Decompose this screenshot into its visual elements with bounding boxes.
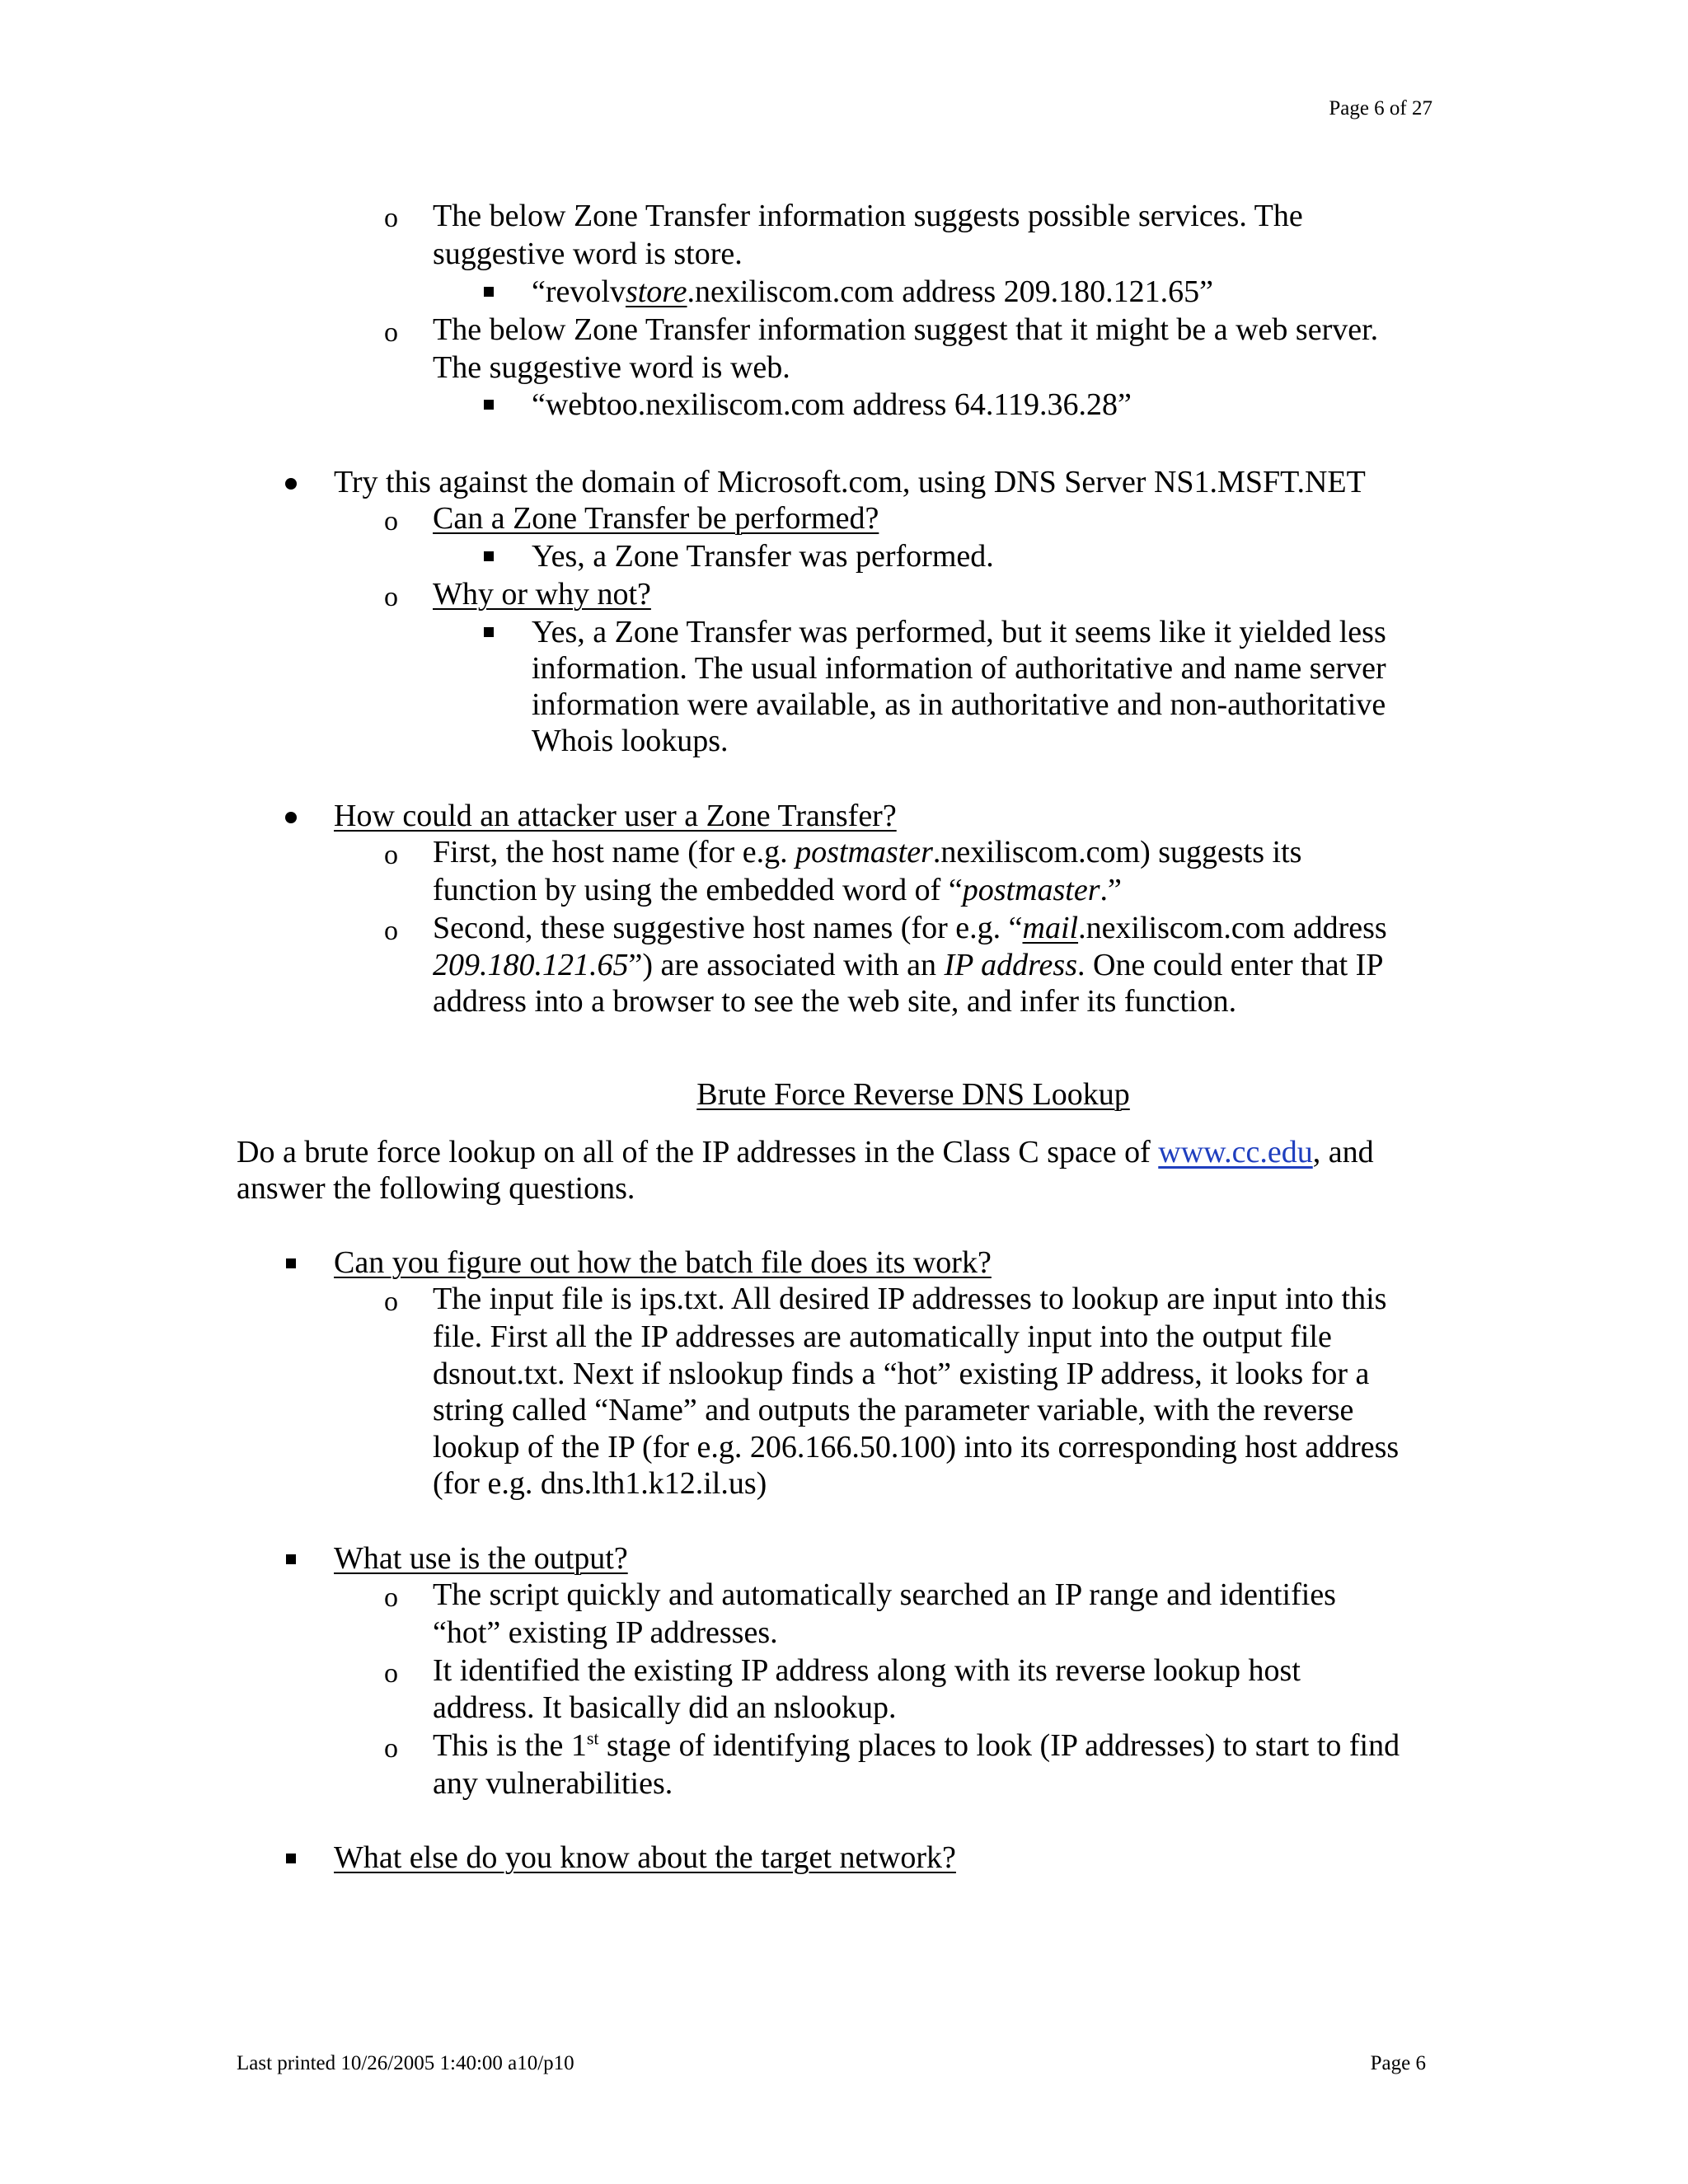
page-heading: Brute Force Reverse DNS Lookup	[696, 1077, 1130, 1112]
answer-line: The script quickly and automatically searched an IP range and identifies	[433, 1577, 1336, 1612]
question: Why or why not?	[433, 577, 651, 612]
square-bullet	[484, 551, 494, 565]
quote-line: “revolvstore.nexiliscom.com address 209.180.121.65”	[532, 274, 1214, 309]
answer-line: lookup of the IP (for e.g. 206.166.50.100) into its corresponding host address	[433, 1430, 1400, 1465]
circle-bullet: o	[384, 1733, 398, 1764]
answer-line: dsnout.txt. Next if nslookup finds a “hot” existing IP address, it looks for a	[433, 1357, 1370, 1391]
disc-bullet	[285, 812, 297, 827]
section-title: How could an attacker user a Zone Transfer?	[334, 799, 897, 833]
paragraph-line: First, the host name (for e.g. postmaster.nexiliscom.com) suggests its	[433, 835, 1302, 869]
question: What use is the output?	[334, 1541, 628, 1576]
answer-line: address. It basically did an nslookup.	[433, 1690, 897, 1725]
answer-line: (for e.g. dns.lth1.k12.il.us)	[433, 1466, 767, 1501]
question: Can you figure out how the batch file does its work?	[334, 1245, 992, 1280]
answer-line: It identified the existing IP address along with its reverse lookup host	[433, 1653, 1301, 1688]
square-bullet	[286, 1853, 296, 1868]
paragraph-line: address into a browser to see the web site, and infer its function.	[433, 984, 1237, 1019]
paragraph-line: The suggestive word is web.	[433, 350, 790, 385]
circle-bullet: o	[384, 916, 398, 946]
question: What else do you know about the target network?	[334, 1840, 956, 1875]
circle-bullet: o	[384, 203, 398, 233]
square-bullet	[484, 286, 494, 301]
question: Can a Zone Transfer be performed?	[433, 501, 879, 536]
square-bullet	[484, 399, 494, 414]
paragraph-line: Second, these suggestive host names (for e.g. “mail.nexiliscom.com address	[433, 911, 1387, 945]
answer-line: Whois lookups.	[532, 724, 729, 758]
circle-bullet: o	[384, 506, 398, 537]
disc-bullet	[285, 478, 297, 494]
answer-line: file. First all the IP addresses are automatically input into the output file	[433, 1319, 1332, 1354]
section-title: Try this against the domain of Microsoft.com, using DNS Server NS1.MSFT.NET	[334, 465, 1366, 499]
circle-bullet: o	[384, 317, 398, 348]
circle-bullet: o	[384, 1582, 398, 1613]
paragraph-line: suggestive word is store.	[433, 237, 743, 271]
circle-bullet: o	[384, 1658, 398, 1689]
answer: Yes, a Zone Transfer was performed.	[532, 539, 994, 574]
page-counter: Page 6 of 27	[1329, 97, 1432, 120]
circle-bullet: o	[384, 1286, 398, 1317]
answer-line: information were available, as in authoritative and non-authoritative	[532, 687, 1386, 722]
answer-line: This is the 1st stage of identifying places to look (IP addresses) to start to find	[433, 1727, 1400, 1763]
square-bullet	[484, 626, 494, 641]
paragraph-line: The below Zone Transfer information suggests possible services. The	[433, 199, 1303, 233]
answer-line: any vulnerabilities.	[433, 1766, 673, 1801]
answer-line: The input file is ips.txt. All desired IP addresses to lookup are input into this	[433, 1282, 1387, 1316]
square-bullet	[286, 1258, 296, 1272]
intro-line: answer the following questions.	[237, 1171, 635, 1206]
footer-print-info: Last printed 10/26/2005 1:40:00 a10/p10	[237, 2052, 574, 2074]
paragraph-line: The below Zone Transfer information suggest that it might be a web server.	[433, 312, 1379, 347]
circle-bullet: o	[384, 840, 398, 870]
intro-line: Do a brute force lookup on all of the IP addresses in the Class C space of www.cc.edu, and	[237, 1135, 1374, 1169]
square-bullet	[286, 1554, 296, 1568]
answer-line: “hot” existing IP addresses.	[433, 1615, 778, 1650]
answer-line: string called “Name” and outputs the parameter variable, with the reverse	[433, 1393, 1354, 1427]
cc-edu-link[interactable]: www.cc.edu	[1158, 1135, 1313, 1169]
paragraph-line: 209.180.121.65”) are associated with an IP address. One could enter that IP	[433, 948, 1384, 982]
answer-line: Yes, a Zone Transfer was performed, but it seems like it yielded less	[532, 615, 1386, 649]
paragraph-line: function by using the embedded word of “postmaster.”	[433, 873, 1122, 907]
footer-page: Page 6	[1370, 2052, 1426, 2074]
circle-bullet: o	[384, 582, 398, 612]
answer-line: information. The usual information of authoritative and name server	[532, 651, 1386, 686]
quote-line: “webtoo.nexiliscom.com address 64.119.36.28”	[532, 387, 1132, 422]
